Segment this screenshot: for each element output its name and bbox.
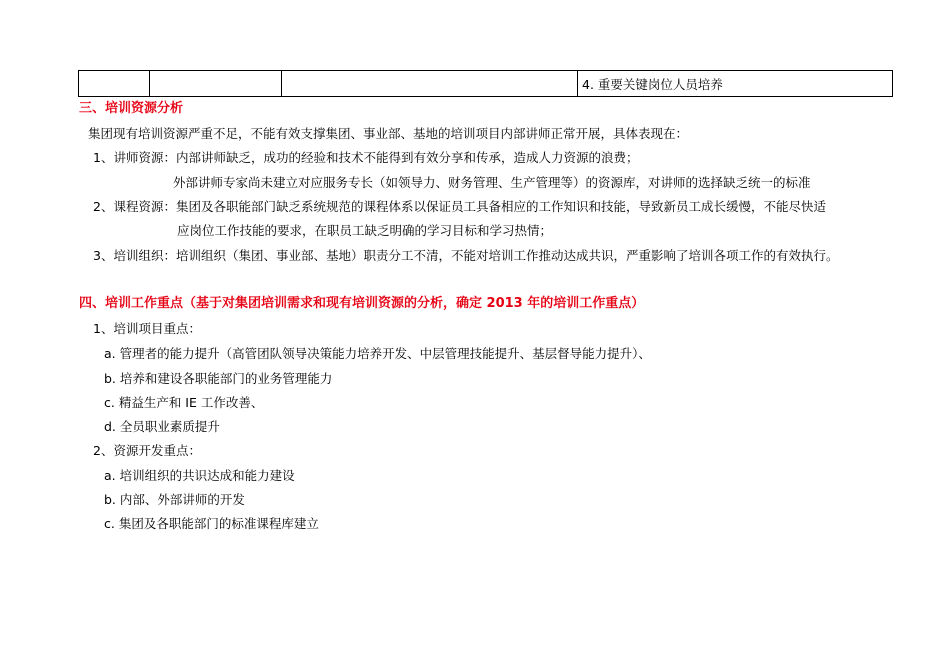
section3-item2-line1: 2、课程资源：集团及各职能部门缺乏系统规范的课程体系以保证员工具备相应的工作知识和技能，导致新员工成长缓慢，不能尽快适: [93, 199, 826, 214]
top-table: [78, 70, 893, 97]
list-item: d. 全员职业素质提升: [104, 419, 220, 434]
list-item: a. 管理者的能力提升（高管团队领导决策能力培养开发、中层管理技能提升、基层督导能力提升）、: [104, 346, 651, 361]
section3-intro: 集团现有培训资源严重不足，不能有效支撑集团、事业部、基地的培训项目内部讲师正常开展，具体表现在：: [88, 126, 689, 141]
section3-item1-line2: 外部讲师专家尚未建立对应服务专长（如领导力、财务管理、生产管理等）的资源库，对讲师的选择缺乏统一的标准: [173, 175, 811, 190]
section3-item3: 3、培训组织：培训组织（集团、事业部、基地）职责分工不清，不能对培训工作推动达成共识，严重影响了培训各项工作的有效执行。: [93, 248, 839, 263]
table-cell: 4. 重要关键岗位人员培养: [578, 71, 893, 97]
section4-sub1-title: 1、培训项目重点：: [93, 321, 201, 336]
table-cell: [79, 71, 150, 97]
section3-item1-line1: 1、讲师资源：内部讲师缺乏，成功的经验和技术不能得到有效分享和传承，造成人力资源的浪费；: [93, 150, 639, 165]
table-row: [79, 71, 893, 97]
list-item: a. 培训组织的共识达成和能力建设: [104, 468, 295, 483]
section3-heading: 三、培训资源分析: [79, 101, 184, 116]
table-cell: [150, 71, 282, 97]
table-cell: [282, 71, 578, 97]
list-item: b. 培养和建设各职能部门的业务管理能力: [104, 371, 333, 386]
section4-heading: 四、培训工作重点（基于对集团培训需求和现有培训资源的分析，确定 2013 年的培训工作重点）: [79, 296, 645, 311]
list-item: b. 内部、外部讲师的开发: [104, 492, 245, 507]
list-item: c. 精益生产和 IE 工作改善、: [104, 395, 264, 410]
list-item: c. 集团及各职能部门的标准课程库建立: [104, 516, 319, 531]
section4-sub2-title: 2、资源开发重点：: [93, 443, 201, 458]
section3-item2-line2: 应岗位工作技能的要求，在职员工缺乏明确的学习目标和学习热情；: [177, 223, 553, 238]
